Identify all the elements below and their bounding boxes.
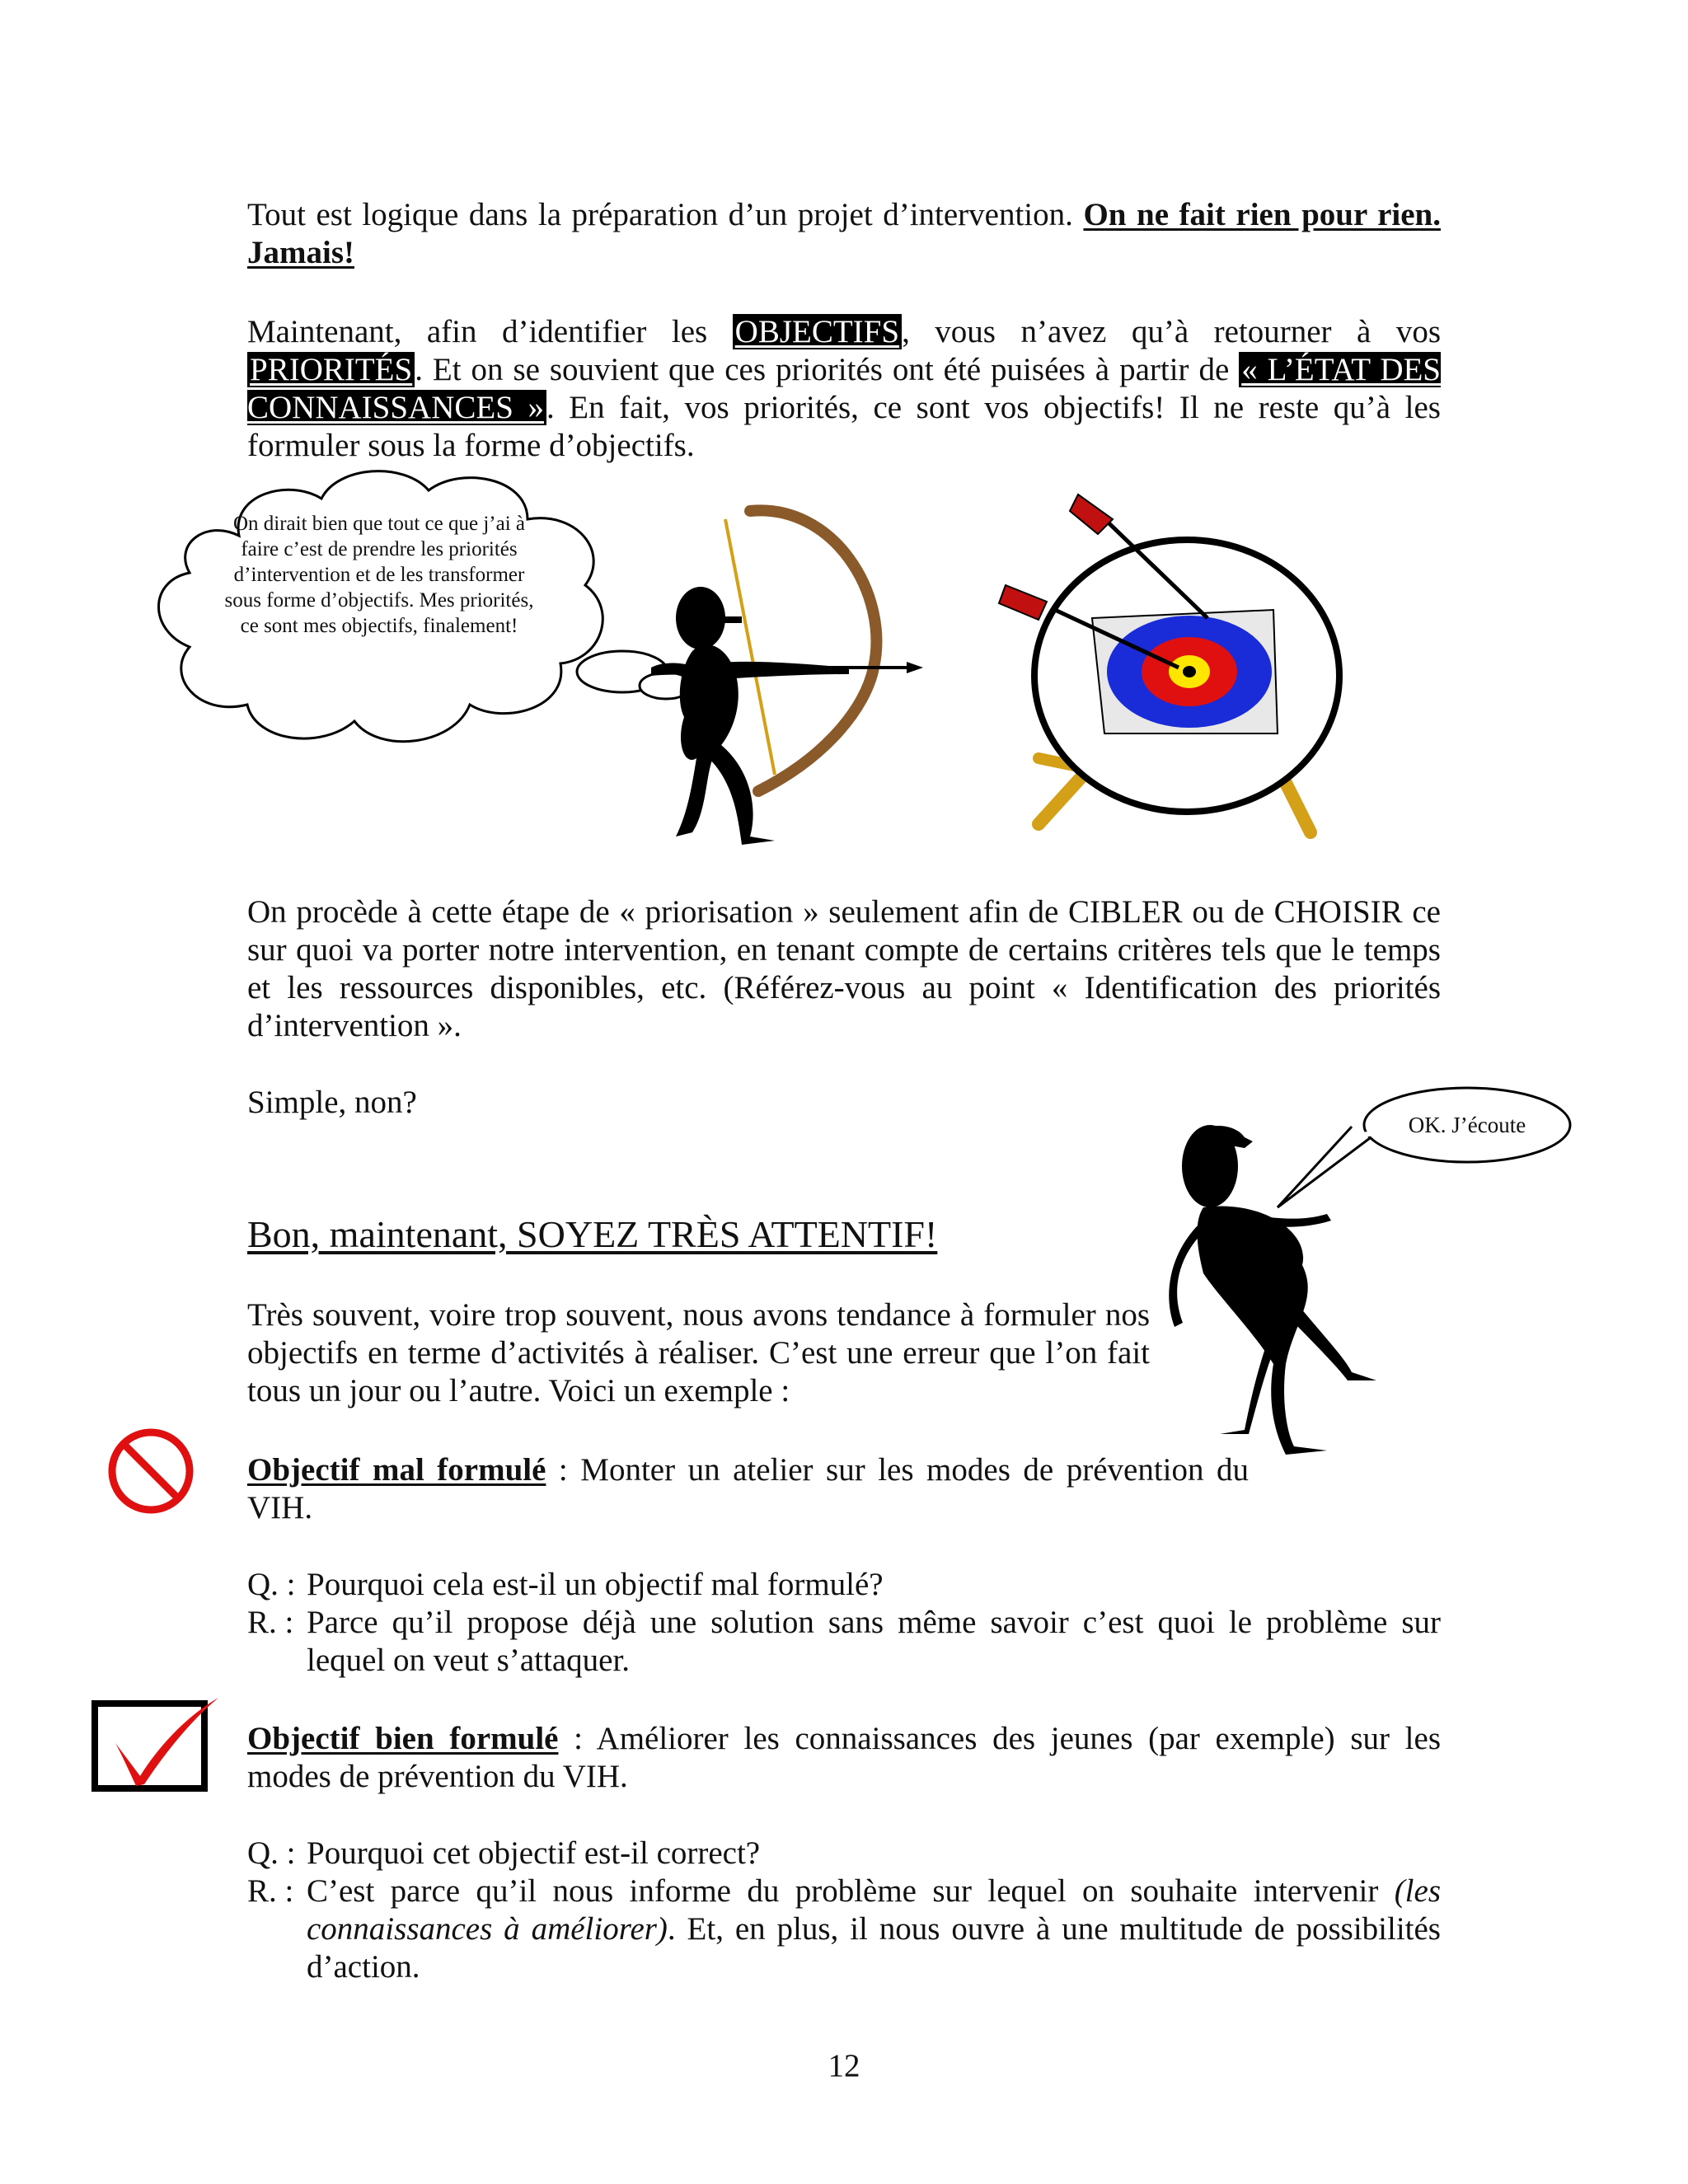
highlight-etat-connaissances: « L’ÉTAT DES CONNAISSANCES » [247,352,1441,425]
simple-question: Simple, non? [247,1085,417,1120]
r-key: R. : [247,1873,294,1909]
good-objective-text: Améliorer les connaissances des jeunes (par exemple) sur les modes de prévention du VIH. [247,1721,1441,1794]
para2-text-3: . Et on se souvient que ces priorités ont été puisées à partir de [415,352,1240,387]
good-objective-sep: : [558,1721,597,1756]
target-icon [989,486,1335,849]
speech-bubble-text: OK. J’écoute [1408,1113,1526,1137]
q-text: Pourquoi cela est-il un objectif mal formulé? [307,1567,884,1602]
activities-paragraph: Très souvent, voire trop souvent, nous avons tendance à formuler nos objectifs en terme d’activités à réaliser. C’est une erreur que l’on fait tous un jour ou l’autre. Voici un exemple : [247,1297,1150,1408]
highlight-priorites: PRIORITÉS [247,352,415,387]
bad-qa [247,1566,1441,1680]
prohibition-icon [106,1426,196,1516]
objectives-paragraph [247,313,1441,465]
archer-icon [659,494,923,857]
r-text-1: C’est parce qu’il nous informe du problème sur lequel on souhaite intervenir [307,1873,1395,1909]
listener-icon [1162,1117,1434,1455]
highlight-objectifs: OBJECTIFS [733,314,902,349]
good-objective [247,1720,1441,1796]
bad-question [247,1566,1441,1604]
prioritization-paragraph: On procède à cette étape de « priorisation » seulement afin de CIBLER ou de CHOISIR ce sur quoi va porter notre intervention, en tenant compte de certains critères tels que le temps et les ressources disponibles, etc. (Référez-vous au point « Identification des priorités d’intervention ». [247,894,1441,1043]
page-number: 12 [828,2048,860,2083]
q-key: Q. : [247,1835,296,1871]
bad-objective-text: Monter un atelier sur les modes de prévention du VIH. [247,1452,1249,1526]
r-text-2: . Et, en plus, il nous ouvre à une multitude de possibilités d’action. [307,1911,1441,1985]
attention-heading: Bon, maintenant, SOYEZ TRÈS ATTENTIF! [247,1213,938,1255]
good-answer [247,1872,1441,1986]
r-text: Parce qu’il propose déjà une solution sans même savoir c’est quoi le problème sur lequel on veut s’attaquer. [307,1605,1441,1678]
thought-bubble-text: On dirait bien que tout ce que j’ai à faire c’est de prendre les priorités d’intervention et de les transformer sous forme d’objectifs. Mes priorités, ce sont mes objectifs, finalement! [224,513,534,637]
r-text-italic: (les connaissances à améliorer) [307,1873,1441,1947]
q-text: Pourquoi cet objectif est-il correct? [307,1835,761,1871]
intro-emphasis: On ne fait rien pour rien. Jamais! [247,197,1441,270]
para2-text-2: , vous n’avez qu’à retourner à vos [902,314,1441,349]
good-question [247,1835,1441,1872]
para2-text-4: . En fait, vos priorités, ce sont vos objectifs! Il ne reste qu’à les formuler sous la forme d’objectifs. [247,390,1441,463]
good-qa [247,1835,1441,1986]
checkmark-icon [91,1694,223,1793]
intro-paragraph [247,196,1441,272]
bad-objective-sep: : [546,1452,581,1488]
intro-text: Tout est logique dans la préparation d’un projet d’intervention. [247,197,1084,232]
good-objective-label: Objectif bien formulé [247,1721,559,1756]
q-key: Q. : [247,1567,296,1602]
bad-objective-label: Objectif mal formulé [247,1452,546,1488]
r-key: R. : [247,1605,294,1640]
para2-text-1: Maintenant, afin d’identifier les [247,314,733,349]
r-text [307,1872,1441,1986]
bad-answer [247,1604,1441,1680]
bad-objective [247,1451,1249,1527]
